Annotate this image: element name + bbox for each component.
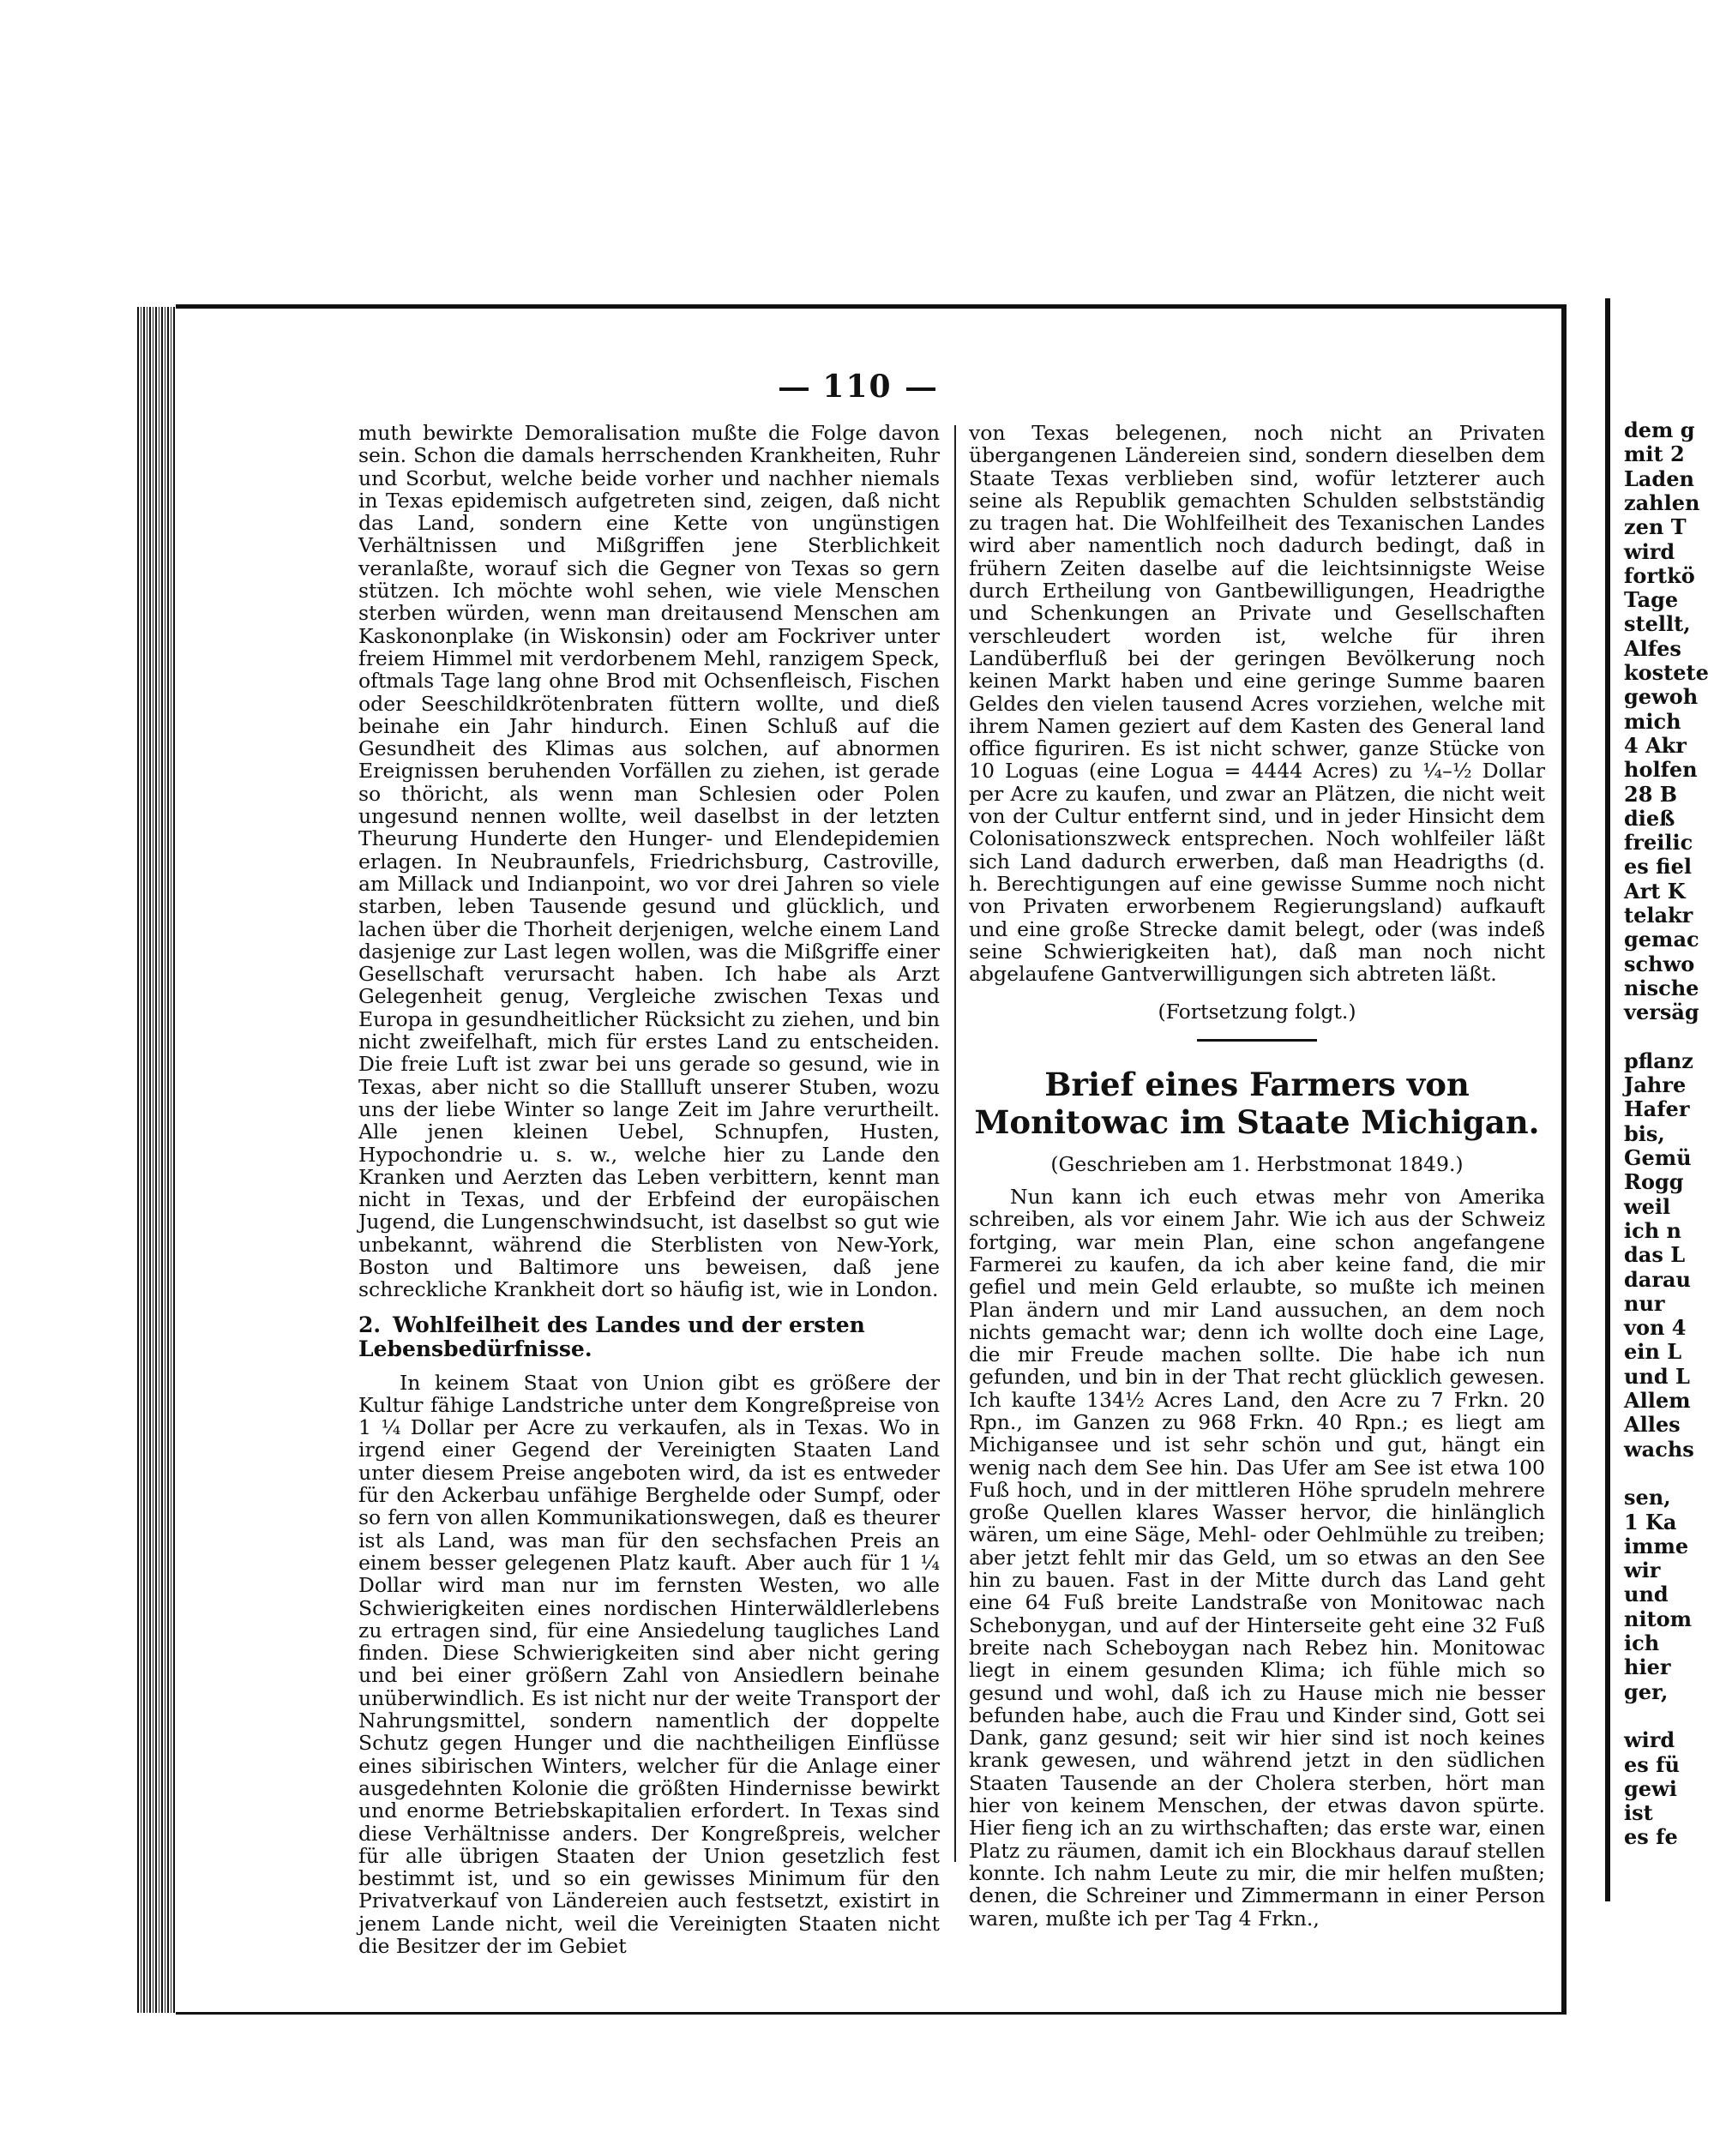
- facing-page-line: dem g: [1624, 417, 1695, 442]
- facing-page-line: und L: [1624, 1363, 1690, 1389]
- column-divider: [954, 425, 956, 1862]
- facing-page-line: freilic: [1624, 830, 1693, 856]
- article-dateline: (Geschrieben am 1. Herbstmonat 1849.): [1050, 1151, 1464, 1176]
- facing-page-line: gewi: [1624, 1775, 1677, 1801]
- facing-page-line: mit 2: [1624, 441, 1685, 467]
- facing-page-line: Tage: [1624, 587, 1679, 613]
- article-separator-rule: [1197, 1039, 1317, 1042]
- facing-page-line: ger,: [1624, 1679, 1669, 1704]
- page-number: [0, 369, 1715, 405]
- facing-page-line: weil: [1624, 1193, 1671, 1219]
- article-title: Brief eines Farmers von Monitowac im Staate Michigan.: [974, 1065, 1540, 1141]
- facing-page-line: kostete: [1624, 660, 1709, 685]
- facing-page-line: Allem: [1624, 1388, 1691, 1413]
- facing-page-line: ist: [1624, 1800, 1653, 1826]
- facing-page-line: Rogg: [1624, 1169, 1684, 1195]
- facing-page-line: Alles: [1624, 1412, 1681, 1438]
- facing-page-line: dieß: [1624, 805, 1675, 831]
- facing-page-line: 28 B: [1624, 781, 1678, 807]
- facing-page-line: sen,: [1624, 1485, 1671, 1510]
- facing-page-line: stellt,: [1624, 611, 1691, 637]
- facing-page-line: fortkö: [1624, 562, 1695, 588]
- facing-page-line: gewoh: [1624, 684, 1699, 710]
- left-paragraph-2: In keinem Staat von Union gibt es größere der Kultur fähige Landstriche unter dem Kongreßpreise von 1 ¼ Dollar per Acre zu verkaufen, als in Texas. Wo in irgend einer Gegend der Vereinigten Staaten Land unter diesem Preise angeboten wird, da ist es entweder für den Ackerbau unfähige Berghelde oder Sumpf, oder so fern von allen Kommunikationswegen, daß es theurer ist als Land, was man für den sechsfachen Preis an einem besser gelegenen Platz kauft. Aber auch für 1 ¼ Dollar wird man nur im fernsten Westen, wo alle Schwierigkeiten eines nordischen Hinterwäldlerlebens zu ertragen sind, für eine Ansiedelung taugliches Land finden. Diese Schwierigkeiten sind aber nicht gering und bei einer größern Zahl von Ansiedlern beinahe unüberwindlich. Es ist nicht nur der weite Transport der Nahrungsmittel, sondern namentlich der doppelte Schutz gegen Hunger und die nachtheiligen Einflüsse eines sibirischen Winters, welcher für die Anlage einer ausgedehnten Kolonie die größten Hindernisse bewirkt und enorme Betriebskapitalien erfordert. In Texas sind diese Verhältnisse anders. Der Kongreßpreis, welcher für alle übrigen Staaten der Union gesetzlich fest bestimmt ist, und so ein gewisses Minimum für den Privatverkauf von Ländereien auch festsetzt, existirt in jenem Lande nicht, weil die Vereinigten Staaten nicht die Besitzer der im Gebiet: [358, 1370, 940, 1958]
- facing-page-line: 4 Akr: [1624, 732, 1687, 758]
- facing-page-line: versäg: [1624, 1000, 1699, 1025]
- book-page-edges: [137, 307, 178, 2013]
- right-paragraph-2: Nun kann ich euch etwas mehr von Amerika schreiben, als vor einem Jahr. Wie ich aus der Schweiz fortging, war mein Plan, eine schon angefangene Farmerei zu kaufen, da ich aber keine fand, die mir gefiel und mein Geld erlaubte, so mußte ich meinen Plan ändern und mir Land aussuchen, an dem noch nichts gemacht war; denn ich wollte doch eine Lage, die mir Freude machen sollte. Die habe ich nun gefunden, und bin in der That recht glücklich gewesen. Ich kaufte 134½ Acres Land, den Acre zu 7 Frkn. 20 Rpn., im Ganzen zu 968 Frkn. 40 Rpn.; es liegt am Michigansee und ist sehr schön und gut, hängt ein wenig nach dem See hin. Das Ufer am See ist etwa 100 Fuß hoch, und in der mittleren Höhe sprudeln mehrere große Quellen klares Wasser hervor, die hinlänglich wären, um eine Säge, Mehl- oder Oehlmühle zu treiben; aber jetzt fehlt mir das Geld, um so etwas an den See hin zu bauen. Fast in der Mitte durch das Land geht eine 64 Fuß breite Landstraße von Monitowac nach Schebonygan, und auf der Hinterseite geht eine 32 Fuß breite nach Scheboygan nach Rebez hin. Monitowac liegt in einem gesunden Klima; ich fühle mich so gesund und wohl, daß ich zu Hause mich nie besser befunden habe, auch die Frau und Kinder sind, Gott sei Dank, ganz gesund; seit wir hier sind ist noch keines krank gewesen, und während jetzt in den südlichen Staaten Tausende an der Cholera sterben, hört man hier von keinem Menschen, der etwas davon spürte. Hier fieng ich an zu wirthschaften; das erste war, einen Platz zu räumen, damit ich ein Blockhaus darauf stellen konnte. Ich nahm Leute zu mir, die mir helfen mußten; denen, die Schreiner und Zimmermann in einer Person waren, mußte ich per Tag 4 Frkn.,: [969, 1185, 1545, 1931]
- facing-page-line: von 4: [1624, 1315, 1687, 1341]
- facing-page-line: mich: [1624, 708, 1681, 734]
- facing-page-line: und: [1624, 1582, 1669, 1607]
- facing-page-line: das L: [1624, 1242, 1686, 1268]
- section-heading: [358, 1313, 940, 1361]
- facing-page-line: telakr: [1624, 903, 1693, 928]
- left-paragraph-1: muth bewirkte Demoralisation mußte die Folge davon sein. Schon die damals herrschenden Krankheiten, Ruhr und Scorbut, welche beide vorher und nachher niemals in Texas epidemisch aufgetreten sind, zeigen, daß nicht das Land, sondern eine Kette von ungünstigen Verhältnissen und Mißgriffen jene Sterblichkeit veranlaßte, worauf sich die Gegner von Texas so gern stützen. Ich möchte wohl sehen, wie viele Menschen sterben würden, wenn man dreitausend Menschen am Kaskononplake (in Wiskonsin) oder am Fockriver unter freiem Himmel mit verdorbenem Mehl, ranzigem Speck, oftmals Tage lang ohne Brod mit Ochsenfleisch, Fischen oder Seeschildkrötenbraten füttern wollte, und dieß beinahe ein Jahr hindurch. Einen Schluß auf die Gesundheit des Klimas aus solchen, auf abnormen Ereignissen beruhenden Vorfällen zu ziehen, ist gerade so thöricht, als wenn man Schlesien oder Polen ungesund nennen wollte, weil daselbst in der letzten Theurung Hunderte den Hunger- und Elendepidemien erlagen. In Neubraunfels, Friedrichsburg, Castroville, am Millack und Indianpoint, wo vor drei Jahren so viele starben, leben Tausende gesund und glücklich, und lachen über die Thorheit derjenigen, welche einem Land dasjenige zur Last legen wollen, was die Mißgriffe einer Gesellschaft verursacht haben. Ich habe als Arzt Gelegenheit genug, Vergleiche zwischen Texas und Europa in gesundheitlicher Rücksicht zu ziehen, und bin nicht zweifelhaft, mich für erstes Land zu entscheiden. Die freie Luft ist zwar bei uns gerade so gesund, wie in Texas, aber nicht so die Stallluft unserer Stuben, wozu uns der liebe Winter so lange Zeit im Jahre verurtheilt. Alle jenen kleinen Uebel, Schnupfen, Husten, Hypochondrie u. s. w., welche hier zu Lande den Kranken und Aerzten das Leben verbittern, kennt man nicht in Texas, und der Erbfeind der europäischen Jugend, die Lungenschwindsucht, ist daselbst so gut wie unbekannt, während die Sterblisten von New-York, Boston und Baltimore uns beweisen, daß jene schreckliche Krankheit dort so häufig ist, wie in London.: [358, 421, 940, 1302]
- facing-page-line: wird: [1624, 538, 1675, 564]
- folio-dash-right: [906, 387, 935, 391]
- facing-page-line: ich: [1624, 1631, 1660, 1655]
- right-column: [969, 421, 1545, 1931]
- facing-page-line: ich n: [1624, 1217, 1681, 1243]
- facing-page-line: Jahre: [1624, 1072, 1687, 1098]
- facing-page-line: es fiel: [1624, 854, 1692, 880]
- facing-page-line: hier: [1624, 1655, 1671, 1680]
- facing-page-line: schwo: [1624, 951, 1695, 976]
- facing-page-line: Gemü: [1624, 1145, 1692, 1170]
- facing-page-line: zahlen: [1624, 489, 1700, 515]
- facing-page-line: nische: [1624, 975, 1699, 1000]
- facing-page-line: wachs: [1624, 1436, 1694, 1462]
- facing-page-line: es fü: [1624, 1751, 1680, 1777]
- facing-page-line: wird: [1624, 1727, 1675, 1753]
- facing-page-line: gemac: [1624, 927, 1699, 952]
- facing-page-line: holfen: [1624, 757, 1698, 783]
- right-paragraph-1: von Texas belegenen, noch nicht an Privaten übergangenen Ländereien sind, sondern dieselben dem Staate Texas verblieben sind, wofür letzterer auch seine als Republik gemachten Schulden selbstständig zu tragen hat. Die Wohlfeilheit des Texanischen Landes wird aber namentlich noch dadurch bedingt, daß in frühern Zeiten daselbe auf die leichtsinnigste Weise durch Ertheilung von Gantbewilligungen, Headrigthe und Schenkungen an Private und Gesellschaften verschleudert worden ist, welche für ihren Landüberfluß bei der geringen Bevölkerung noch keinen Markt haben und eine geringe Summe baaren Geldes den vielen tausend Acres vorziehen, welche mit ihrem Namen geziert auf dem Kasten des General land office figuriren. Es ist nicht schwer, ganze Stücke von 10 Loguas (eine Logua = 4444 Acres) zu ¼–½ Dollar per Acre zu kaufen, und zwar an Plätzen, die nicht weit von der Cultur entfernt sind, und in jeder Hinsicht dem Colonisationszweck entsprechen. Noch wohlfeiler läßt sich Land dadurch erwerben, daß man Headrigths (d. h. Berechtigungen auf eine gewisse Summe noch nicht von Privaten erworbenem Regierungsland) aufkauft und eine große Strecke damit belegt, oder (was indeß seine Schwierigkeiten hat), daß man noch nicht abgelaufene Gantverwilligungen sich abtreten läßt.: [969, 421, 1545, 987]
- facing-page-line: bis,: [1624, 1120, 1665, 1146]
- folio-dash-left: [779, 387, 809, 391]
- facing-page-line: 1 Ka: [1624, 1509, 1677, 1534]
- facing-page-line: imme: [1624, 1533, 1689, 1558]
- facing-page-line: Art K: [1624, 878, 1686, 904]
- facing-page-fragment: [1605, 298, 1720, 1901]
- facing-page-line: Hafer: [1624, 1096, 1690, 1122]
- facing-page-line: wir: [1624, 1558, 1661, 1583]
- facing-page-line: darau: [1624, 1266, 1691, 1292]
- facing-page-line: Alfes: [1624, 635, 1681, 661]
- facing-page-line: Laden: [1624, 465, 1694, 491]
- facing-page-line: nur: [1624, 1290, 1665, 1316]
- section-number: 2.: [358, 1312, 382, 1337]
- left-column: [358, 421, 940, 1958]
- page-number-text: 110: [822, 369, 893, 405]
- facing-page-line: zen T: [1624, 514, 1687, 540]
- facing-page-line: ein L: [1624, 1339, 1682, 1365]
- facing-page-line: pflanz: [1624, 1048, 1693, 1073]
- facing-page-line: nitom: [1624, 1606, 1693, 1631]
- section-title: Wohlfeilheit des Landes und der ersten Lebensbedürfnisse.: [358, 1312, 865, 1361]
- facing-page-line: es fe: [1624, 1824, 1678, 1850]
- continuation-note: (Fortsetzung folgt.): [1158, 1000, 1356, 1024]
